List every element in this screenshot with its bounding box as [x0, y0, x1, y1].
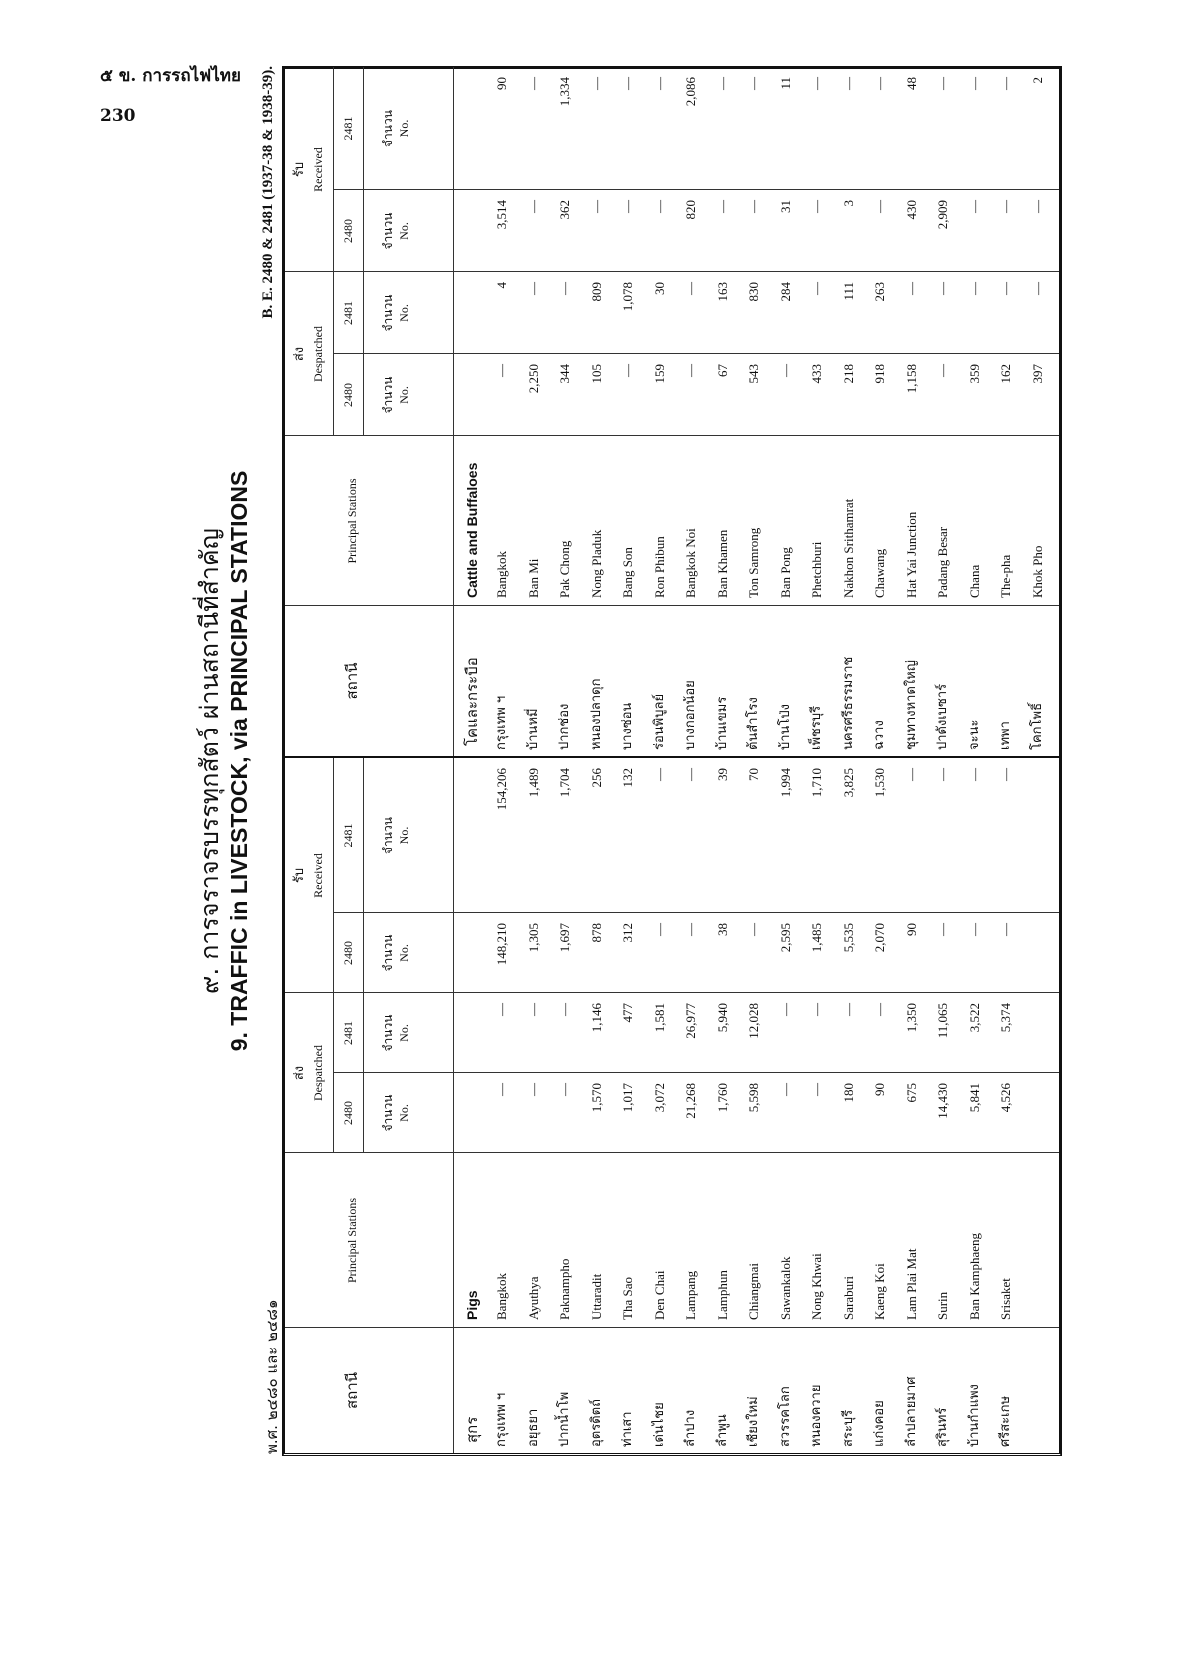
- value-r81: 39: [714, 768, 730, 781]
- value-d81: 263: [872, 282, 887, 302]
- value-d81: —: [872, 1003, 887, 1016]
- value-r81: 256: [588, 768, 604, 788]
- received-thai-header: รับ: [292, 161, 307, 178]
- value-d81: —: [840, 1003, 856, 1016]
- value-d80: 90: [872, 1083, 887, 1096]
- station-name-thai: โคกโพธิ์: [1029, 702, 1045, 750]
- value-d80: —: [620, 364, 635, 377]
- station-name: Bang Son: [620, 547, 635, 598]
- value-d81: —: [525, 282, 541, 295]
- year-thai: พ.ศ. ๒๔๘๐ และ ๒๔๘๑: [263, 1299, 281, 1454]
- value-d81: 163: [714, 282, 730, 302]
- value-r81: —: [809, 77, 824, 90]
- count-thai-header: จำนวน: [381, 376, 395, 414]
- year-header: 2480: [341, 219, 355, 243]
- value-d81: 111: [840, 282, 856, 301]
- value-r80: —: [588, 200, 604, 213]
- year-row-bottom: [363, 758, 364, 1153]
- value-d80: —: [494, 364, 509, 377]
- value-d81: 11,065: [935, 1003, 950, 1039]
- station-name-thai: ลำปาง: [683, 1409, 698, 1447]
- value-d81: —: [557, 1003, 572, 1016]
- station-name-thai: สระบุรี: [840, 1409, 856, 1447]
- station-name: Khok Pho: [1029, 545, 1045, 598]
- year-row-bottom: [363, 67, 364, 436]
- value-d81: 30: [651, 282, 667, 295]
- station-name: Uttaradit: [588, 1273, 604, 1320]
- value-r81: —: [651, 77, 667, 90]
- year-english: B. E. 2480 & 2481 (1937-38 & 1938-39).: [260, 66, 276, 319]
- value-d81: 809: [588, 282, 604, 302]
- value-r81: 2,086: [683, 77, 698, 107]
- count-thai-header: จำนวน: [381, 212, 395, 250]
- count-thai-header: จำนวน: [381, 294, 395, 332]
- value-r80: 1,485: [809, 923, 824, 953]
- value-d80: —: [777, 364, 793, 377]
- value-d80: —: [935, 364, 950, 377]
- count-header: No.: [397, 304, 411, 322]
- station-name-thai: สวรรคโลก: [777, 1386, 793, 1447]
- value-r81: 2: [1029, 77, 1045, 84]
- value-r80: —: [935, 923, 950, 936]
- value-r80: 3: [840, 200, 856, 207]
- value-r80: —: [714, 200, 730, 213]
- despatched-thai-header: ส่ง: [292, 1065, 307, 1081]
- value-d81: 5,374: [998, 1003, 1013, 1033]
- value-r80: —: [746, 923, 761, 936]
- year-header: 2481: [341, 1021, 355, 1045]
- value-r80: 1,697: [557, 923, 572, 953]
- station-name-thai: ร่อนพิบูลย์: [651, 693, 667, 750]
- station-name-thai: ท่าเสา: [620, 1411, 635, 1447]
- station-name-thai: ปากช่อง: [557, 703, 572, 750]
- station-thai-header: สถานี: [343, 662, 361, 700]
- value-r80: —: [620, 200, 635, 213]
- title-english: 9. TRAFFIC in LIVESTOCK, via PRINCIPAL STATIONS: [226, 470, 252, 1052]
- value-d81: 1,146: [588, 1003, 604, 1033]
- section-label: Cattle and Buffaloes: [464, 462, 480, 598]
- year-header: 2480: [341, 941, 355, 965]
- value-d81: —: [998, 282, 1013, 295]
- value-r81: —: [903, 768, 919, 781]
- station-name: Phetchburi: [809, 541, 824, 598]
- station-name-thai: ชุมทางหาดใหญ่: [903, 660, 919, 750]
- value-d81: 4: [494, 282, 509, 289]
- station-name-thai: เพ็ชรบุรี: [809, 705, 824, 750]
- value-d81: —: [525, 1003, 541, 1016]
- column-divider: [285, 605, 1059, 606]
- station-name-thai: ลำพูน: [714, 1414, 730, 1447]
- station-name-thai: ต้นสำโรง: [746, 697, 761, 750]
- station-name-thai: บ้านกำแพง: [966, 1384, 982, 1447]
- station-name: Surin: [935, 1291, 950, 1320]
- value-d81: 5,940: [714, 1003, 730, 1033]
- station-name-thai: อุตรดิตถ์: [588, 1399, 604, 1447]
- value-r81: —: [714, 77, 730, 90]
- year-header: 2481: [341, 116, 355, 141]
- value-d80: 159: [651, 364, 667, 384]
- value-r80: —: [966, 923, 982, 936]
- value-d81: —: [809, 282, 824, 295]
- station-name: Chawang: [872, 548, 887, 598]
- principal-stations-header: Principal Stations: [345, 478, 359, 564]
- value-r80: —: [651, 923, 667, 936]
- value-r81: 1,710: [809, 768, 824, 798]
- station-name: Kaeng Koi: [872, 1263, 887, 1320]
- value-r81: —: [840, 77, 856, 90]
- value-d80: 918: [872, 364, 887, 384]
- value-r81: 11: [777, 77, 793, 90]
- value-r81: —: [998, 768, 1013, 781]
- pigs-section: [285, 758, 1059, 1453]
- value-r80: 312: [620, 923, 635, 943]
- station-name: Sawankalok: [777, 1256, 793, 1320]
- value-d81: 1,581: [651, 1003, 667, 1033]
- station-name: Tha Sao: [620, 1277, 635, 1320]
- value-d80: —: [683, 364, 698, 377]
- value-r80: 2,070: [872, 923, 887, 953]
- station-name-thai: กรุงเทพ ฯ: [494, 695, 509, 750]
- value-d81: 12,028: [746, 1003, 761, 1039]
- section-label-thai: โคและกระบือ: [463, 657, 481, 746]
- value-d80: 14,430: [935, 1083, 950, 1119]
- value-r80: —: [525, 200, 541, 213]
- value-r80: 31: [777, 200, 793, 213]
- value-d81: —: [903, 282, 919, 295]
- header-divider: [453, 67, 454, 756]
- value-r81: 1,530: [872, 768, 887, 798]
- value-r81: 1,994: [777, 768, 793, 798]
- value-d80: —: [525, 1083, 541, 1096]
- value-d80: 397: [1029, 364, 1045, 384]
- received-header: Received: [311, 147, 325, 192]
- value-d80: 5,598: [746, 1083, 761, 1113]
- value-d80: —: [809, 1083, 824, 1096]
- value-d80: 105: [588, 364, 604, 384]
- value-d81: —: [494, 1003, 509, 1016]
- value-r81: 1,489: [525, 768, 541, 798]
- value-r81: —: [525, 77, 541, 90]
- count-thai-header: จำนวน: [381, 934, 395, 972]
- station-name-thai: บ้านเขมร: [714, 696, 730, 750]
- value-r81: —: [935, 768, 950, 781]
- page-number: 230: [100, 106, 136, 126]
- value-r80: 148,210: [494, 923, 509, 966]
- value-d81: —: [1029, 282, 1045, 295]
- value-r81: —: [872, 77, 887, 90]
- year-header: 2481: [341, 301, 355, 325]
- station-name: Lampang: [683, 1270, 698, 1320]
- station-name-thai: สุรินทร์: [935, 1407, 950, 1447]
- value-d80: 344: [557, 364, 572, 384]
- value-r80: —: [651, 200, 667, 213]
- value-r81: —: [966, 768, 982, 781]
- value-d80: 3,072: [651, 1083, 667, 1113]
- value-r80: —: [872, 200, 887, 213]
- value-r80: 90: [903, 923, 919, 936]
- year-row-divider: [333, 67, 334, 436]
- station-name-thai: อยุธยา: [525, 1408, 541, 1447]
- station-name: Bangkok Noi: [683, 528, 698, 598]
- count-thai-header: จำนวน: [381, 817, 395, 854]
- station-name-thai: นครศรีธรรมราช: [840, 656, 856, 750]
- value-r80: 2,909: [935, 200, 950, 230]
- value-d80: 1,760: [714, 1083, 730, 1113]
- station-name: Ayuthya: [525, 1276, 541, 1320]
- station-thai-header: สถานี: [343, 1372, 361, 1409]
- station-name-thai: เชียงใหม่: [746, 1396, 761, 1447]
- station-name-thai: ศรีสะเกษ: [998, 1395, 1013, 1447]
- station-name-thai: เทพา: [998, 721, 1013, 750]
- title-thai: ๙. การจราจรบรรทุกสัตว์ ผ่านสถานีที่สำคัญ: [195, 528, 224, 994]
- station-name-thai: ปาดังเบซาร์: [935, 683, 950, 750]
- station-name: Nakhon Srithamrat: [840, 498, 856, 598]
- value-r81: 48: [903, 77, 919, 90]
- value-d81: —: [683, 282, 698, 295]
- station-name: Ban Mi: [525, 558, 541, 598]
- value-r80: —: [746, 200, 761, 213]
- value-r80: 1,305: [525, 923, 541, 953]
- station-name-thai: หนองปลาดุก: [588, 678, 604, 750]
- value-d81: 1,350: [903, 1003, 919, 1033]
- year-header: 2480: [341, 1101, 355, 1125]
- station-name: Lam Plai Mat: [903, 1248, 919, 1320]
- value-d80: 1,017: [620, 1083, 635, 1113]
- station-name: Bangkok: [494, 551, 509, 598]
- value-d81: 284: [777, 282, 793, 302]
- principal-stations-header: Principal Stations: [345, 1198, 359, 1283]
- value-r81: —: [966, 77, 982, 90]
- station-name: Paknampho: [557, 1258, 572, 1320]
- value-r81: 132: [620, 768, 635, 788]
- value-d81: —: [777, 1003, 793, 1016]
- station-name-thai: บ้านโป่ง: [777, 703, 793, 750]
- value-d80: 359: [966, 364, 982, 384]
- station-name: Bangkok: [494, 1273, 509, 1320]
- station-name-thai: เด่นไชย: [651, 1402, 667, 1447]
- received-header: Received: [311, 853, 325, 898]
- station-name: Pak Chong: [557, 540, 572, 598]
- header-divider: [453, 758, 454, 1453]
- station-name: Srisaket: [998, 1278, 1013, 1320]
- value-d80: 5,841: [966, 1083, 982, 1113]
- station-name-thai: หนองควาย: [809, 1384, 824, 1447]
- count-header: No.: [397, 222, 411, 240]
- running-head: ๕ ข. การรถไฟไทย: [100, 66, 241, 86]
- value-r80: —: [998, 923, 1013, 936]
- value-r81: —: [998, 77, 1013, 90]
- station-name: Ban Pong: [777, 547, 793, 598]
- station-name: Nong Pladuk: [588, 529, 604, 598]
- station-name-thai: กรุงเทพ ฯ: [494, 1392, 509, 1447]
- value-r81: 3,825: [840, 768, 856, 798]
- station-name-thai: จะนะ: [966, 719, 982, 750]
- value-r80: 3,514: [494, 200, 509, 230]
- count-header: No.: [397, 1104, 411, 1122]
- station-name-thai: บางซ่อน: [620, 702, 635, 750]
- despatched-thai-header: ส่ง: [292, 346, 307, 362]
- station-name-thai: แก่งคอย: [872, 1400, 887, 1447]
- station-name-thai: ลำปลายมาศ: [903, 1376, 919, 1447]
- value-r81: —: [935, 77, 950, 90]
- value-d81: —: [966, 282, 982, 295]
- value-d80: 67: [714, 364, 730, 377]
- value-r81: —: [746, 77, 761, 90]
- section-label-thai: สุกร: [463, 1416, 481, 1443]
- value-r81: —: [683, 768, 698, 781]
- station-name-thai: บางกอกน้อย: [683, 680, 698, 750]
- rotated-table-block: [182, 66, 1082, 1456]
- station-name: Lamphun: [714, 1270, 730, 1320]
- value-r80: —: [683, 923, 698, 936]
- value-d80: 543: [746, 364, 761, 384]
- received-thai-header: รับ: [292, 867, 307, 884]
- year-header: 2481: [341, 823, 355, 848]
- station-name: Hat Yai Junction: [903, 511, 919, 598]
- value-d80: 162: [998, 364, 1013, 384]
- value-r80: 2,595: [777, 923, 793, 953]
- value-d81: 830: [746, 282, 761, 302]
- value-r80: —: [1029, 200, 1045, 213]
- count-header: No.: [397, 944, 411, 962]
- value-r81: 1,704: [557, 768, 572, 798]
- station-name: Nong Khwai: [809, 1253, 824, 1320]
- station-name: Ban Khamen: [714, 529, 730, 598]
- station-name: Saraburi: [840, 1275, 856, 1320]
- station-name: Den Chai: [651, 1270, 667, 1320]
- livestock-table: [282, 66, 1062, 1456]
- value-r81: —: [620, 77, 635, 90]
- column-divider: [285, 1327, 1059, 1328]
- despatched-header: Despatched: [311, 326, 325, 382]
- despatched-header: Despatched: [311, 1045, 325, 1101]
- value-r80: —: [966, 200, 982, 213]
- value-d81: 3,522: [966, 1003, 982, 1033]
- value-r80: 878: [588, 923, 604, 943]
- station-name: Ton Samrong: [746, 527, 761, 598]
- count-header: No.: [397, 386, 411, 404]
- value-d81: 1,078: [620, 282, 635, 312]
- value-d80: 180: [840, 1083, 856, 1103]
- value-d80: 433: [809, 364, 824, 384]
- value-r80: 38: [714, 923, 730, 936]
- station-name: Chiangmai: [746, 1262, 761, 1320]
- value-r80: 430: [903, 200, 919, 220]
- count-thai-header: จำนวน: [381, 1094, 395, 1132]
- value-r81: —: [588, 77, 604, 90]
- value-r80: 362: [557, 200, 572, 220]
- section-label: Pigs: [464, 1290, 480, 1320]
- count-thai-header: จำนวน: [381, 1014, 395, 1052]
- count-thai-header: จำนวน: [381, 110, 395, 147]
- count-header: No.: [397, 119, 411, 138]
- year-header: 2480: [341, 383, 355, 407]
- value-d80: 1,570: [588, 1083, 604, 1113]
- value-r80: —: [809, 200, 824, 213]
- value-r80: 5,535: [840, 923, 856, 953]
- value-d81: —: [809, 1003, 824, 1016]
- value-d81: —: [557, 282, 572, 295]
- value-r81: 90: [494, 77, 509, 90]
- count-header: No.: [397, 826, 411, 845]
- value-r80: 820: [683, 200, 698, 220]
- station-name-thai: บ้านหมี่: [525, 708, 541, 750]
- cattle-section: [285, 67, 1059, 758]
- station-name: Ban Kamphaeng: [966, 1232, 982, 1320]
- station-name: Padang Besar: [935, 526, 950, 598]
- value-d81: 26,977: [683, 1003, 698, 1039]
- station-name: Ron Phibun: [651, 536, 667, 598]
- value-d80: 218: [840, 364, 856, 384]
- value-r80: —: [998, 200, 1013, 213]
- value-r81: —: [651, 768, 667, 781]
- value-r81: 154,206: [494, 768, 509, 811]
- value-d81: —: [935, 282, 950, 295]
- value-d80: 4,526: [998, 1083, 1013, 1113]
- value-d81: 477: [620, 1003, 635, 1023]
- station-name-thai: ปากน้ำโพ: [557, 1391, 572, 1447]
- value-d80: 2,250: [525, 364, 541, 394]
- value-d80: —: [557, 1083, 572, 1096]
- value-r81: 70: [746, 768, 761, 781]
- value-d80: 1,158: [903, 364, 919, 394]
- value-d80: 675: [903, 1083, 919, 1103]
- value-d80: 21,268: [683, 1083, 698, 1119]
- year-row-divider: [333, 758, 334, 1153]
- station-name: Chana: [966, 564, 982, 598]
- count-header: No.: [397, 1024, 411, 1042]
- value-d80: —: [494, 1083, 509, 1096]
- value-r81: 1,334: [557, 77, 572, 107]
- value-d80: —: [777, 1083, 793, 1096]
- station-name-thai: ฉวาง: [872, 720, 887, 750]
- station-name: The-pha: [998, 554, 1013, 598]
